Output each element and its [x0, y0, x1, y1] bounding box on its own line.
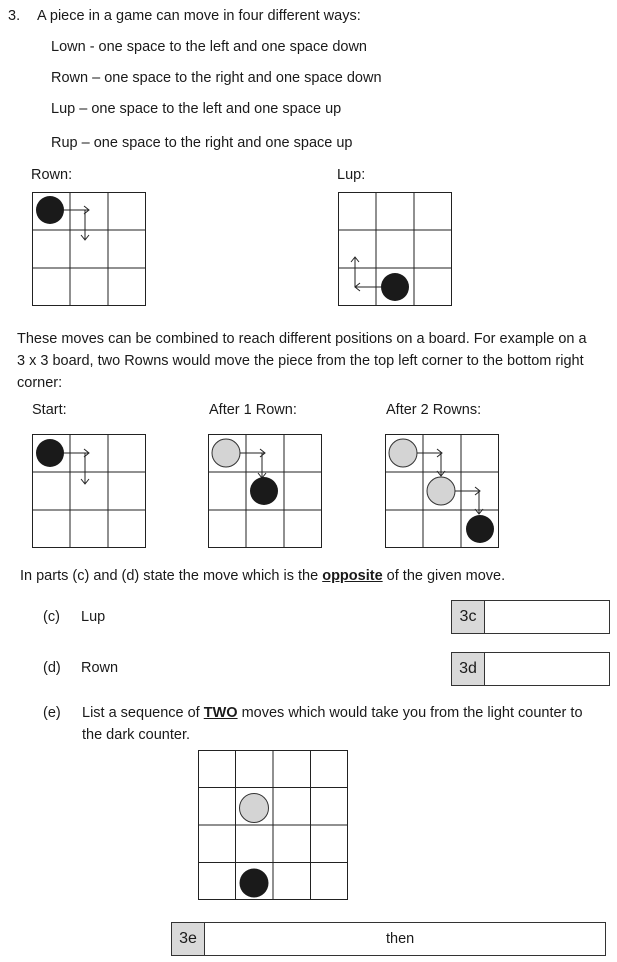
part-e-board — [198, 750, 348, 900]
part-e-text: List a sequence of — [82, 705, 204, 721]
part-e-line-2: the dark counter. — [82, 727, 191, 743]
light-counter — [427, 477, 455, 505]
dark-counter — [36, 196, 64, 224]
light-counter — [389, 439, 417, 467]
move-rup: Rup – one space to the right and one space up — [51, 135, 353, 151]
dark-counter — [250, 477, 278, 505]
then-label: then — [386, 931, 415, 947]
part-e-line-1 — [82, 704, 583, 722]
move-rown: Rown – one space to the right and one space down — [51, 70, 382, 86]
part-d-letter: (d) — [43, 660, 61, 676]
move-arrow — [64, 206, 89, 240]
parts-intro-text: In parts (c) and (d) state the move which is the — [20, 568, 323, 584]
rown-example-label: Rown: — [31, 167, 73, 183]
answer-box-3c — [451, 600, 610, 634]
dark-counter — [466, 515, 494, 543]
opposite-emphasis: opposite — [322, 568, 383, 584]
lup-example-board — [338, 192, 452, 306]
combine-line-3: corner: — [17, 375, 63, 391]
two-emphasis: TWO — [203, 705, 238, 721]
combine-line-2: 3 x 3 board, two Rowns would move the piece from the top left corner to the bottom right — [17, 353, 584, 369]
parts-intro — [20, 567, 505, 585]
question-intro: A piece in a game can move in four different ways: — [37, 8, 361, 24]
part-d-move: Rown — [81, 660, 119, 676]
light-counter — [240, 794, 269, 823]
answer-label-3e: 3e — [172, 923, 205, 955]
part-c-move: Lup — [81, 609, 106, 625]
after-2-board — [385, 434, 499, 548]
part-e-text-end: moves which would take you from the light counter to — [237, 705, 583, 721]
after-1-label: After 1 Rown: — [209, 402, 297, 418]
light-counter — [212, 439, 240, 467]
combine-line-1: These moves can be combined to reach different positions on a board. For example on a — [17, 331, 587, 347]
move-lown: Lown - one space to the left and one space down — [51, 39, 367, 55]
start-board — [32, 434, 146, 548]
question-number: 3. — [8, 8, 21, 24]
dark-counter — [381, 273, 409, 301]
after-1-board — [208, 434, 322, 548]
answer-field-3d[interactable] — [485, 653, 609, 685]
part-c-letter: (c) — [43, 609, 60, 625]
lup-example-label: Lup: — [337, 167, 366, 183]
dark-counter — [36, 439, 64, 467]
parts-intro-text-end: of the given move. — [382, 568, 506, 584]
after-2-label: After 2 Rowns: — [386, 402, 482, 418]
part-e-letter: (e) — [43, 705, 61, 721]
answer-label-3d: 3d — [452, 653, 485, 685]
rown-example-board — [32, 192, 146, 306]
answer-box-3d — [451, 652, 610, 686]
answer-field-3c[interactable] — [485, 601, 609, 633]
start-label: Start: — [32, 402, 67, 418]
move-arrow — [64, 449, 89, 484]
move-lup: Lup – one space to the left and one space up — [51, 101, 342, 117]
move-arrow — [240, 449, 266, 478]
dark-counter — [240, 869, 269, 898]
answer-box-3e — [171, 922, 606, 956]
answer-label-3c: 3c — [452, 601, 485, 633]
answer-field-3e[interactable] — [205, 923, 605, 955]
